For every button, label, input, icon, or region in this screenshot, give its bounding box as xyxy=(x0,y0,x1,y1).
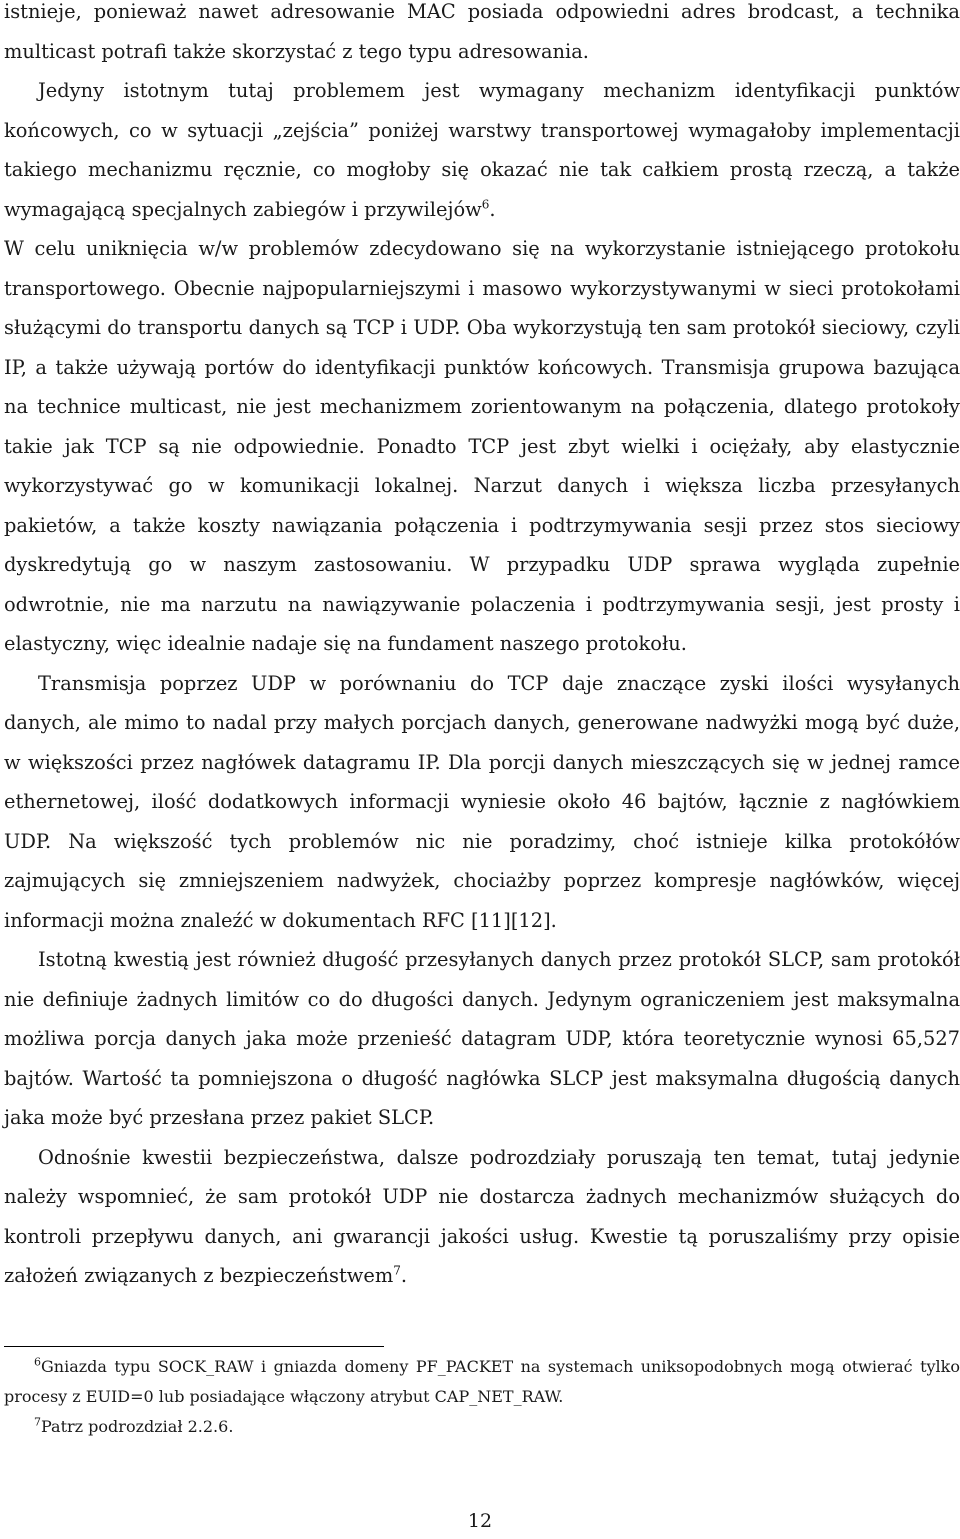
paragraph-2-end: . xyxy=(489,197,496,221)
footnotes xyxy=(4,1352,960,1442)
paragraph-2-text: Jedyny istotnym tutaj problemem jest wymagany mechanizm identyfikacji punktów końcowych, co w sytuacji „zejścia” poniżej warstwy transportowej wymagałoby implementacji takiego mechanizmu ręcznie, co mogłoby się okazać nie tak całkiem prostą rzeczą, a także wymagającą specjalnych zabiegów i przywilejów xyxy=(4,79,960,221)
page-number: 12 xyxy=(467,1510,493,1532)
paragraph-4-text: Transmisja poprzez UDP w porównaniu do TCP daje znaczące zyski ilości wysyłanych danych, ale mimo to nadal przy małych porcjach danych, generowane nadwyżki mogą być duże, w większości przez nagłówek datagramu IP. Dla porcji danych mieszczących się w jednej ramce ethernetowej, ilość dodatkowych informacji wyniesie około 46 bajtów, łącznie z nagłówkiem UDP. Na większość tych problemów nic nie poradzimy, choć istnieje kilka protokółów zajmujących się zmniejszeniem nadwyżek, chociażby poprzez kompresje nagłówków, więcej informacji można znaleźć w dokumentach RFC [11][12]. xyxy=(4,671,960,932)
footnote-ref-6[interactable]: 6 xyxy=(481,197,490,212)
footnote-marker-7: 7 xyxy=(34,1415,41,1429)
footnote-6 xyxy=(4,1352,960,1412)
paragraph-5-text: Istotną kwestią jest również długość przesyłanych danych przez protokół SLCP, sam protokół nie definiuje żadnych limitów co do długości danych. Jedynym ograniczeniem jest maksymalna możliwa porcja danych jaka może przenieść datagram UDP, która teoretycznie wynosi 65,527 bajtów. Wartość ta pomniejszona o długość nagłówka SLCP jest maksymalna długością danych jaka może być przesłana przez pakiet SLCP. xyxy=(4,948,960,1129)
paragraph-1-text: istnieje, ponieważ nawet adresowanie MAC posiada odpowiedni adres brodcast, a technika multicast potrafi także skorzystać z tego typu adresowania. xyxy=(4,0,960,63)
paragraph-6 xyxy=(4,1138,960,1296)
footnote-ref-7[interactable]: 7 xyxy=(393,1263,401,1278)
paragraph-5 xyxy=(4,940,960,1138)
paragraph-6-end: . xyxy=(400,1264,408,1287)
footnote-marker-6: 6 xyxy=(34,1355,41,1369)
footnote-divider xyxy=(4,1346,384,1347)
paragraph-6-text: Odnośnie kwestii bezpieczeństwa, dalsze podrozdziały poruszają ten temat, tutaj jedynie należy wspomnieć, że sam protokół UDP nie dostarcza żadnych mechanizmów służących do kontroli przepływu danych, ani gwarancji jakości usług. Kwestie tą poruszaliśmy przy opisie założeń związanych z bezpieczeństwem xyxy=(4,1145,960,1287)
footnote-6-text: Gniazda typu SOCK_RAW i gniazda domeny PF_PACKET na systemach uniksopodobnych mogą otwierać tylko procesy z EUID=0 lub posiadające włączony atrybut CAP_NET_RAW. xyxy=(4,1357,960,1406)
paragraph-3-text: W celu uniknięcia w/w problemów zdecydowano się na wykorzystanie istniejącego protokołu transportowego. Obecnie najpopularniejszymi i masowo wykorzystywanymi w sieci protokołami służącymi do transportu danych są TCP i UDP. Oba wykorzystują ten sam protokół sieciowy, czyli IP, a także używają portów do identyfikacji punktów końcowych. Transmisja grupowa bazująca na technice multicast, nie jest mechanizmem zorientowanym na połączenia, dlatego protokoły takie jak TCP są nie odpowiednie. Ponadto TCP jest zbyt wielki i ociężały, aby elastycznie wykorzystywać go w komunikacji lokalnej. Narzut danych i większa liczba przesyłanych pakietów, a także koszty nawiązania połączenia i podtrzymywania sesji przez stos sieciowy dyskredytują go w naszym zastosowaniu. W przypadku UDP sprawa wygląda zupełnie odwrotnie, nie ma narzutu na nawiązywanie polaczenia i podtrzymywania sesji, jest prosty i elastyczny, więc idealnie nadaje się na fundament naszego protokołu. xyxy=(4,237,960,655)
body-text xyxy=(4,0,960,1296)
paragraph-4 xyxy=(4,664,960,941)
paragraph-1 xyxy=(4,0,960,71)
paragraph-3 xyxy=(4,229,960,664)
paragraph-2 xyxy=(4,71,960,229)
footnote-7-text: Patrz podrozdział 2.2.6. xyxy=(41,1417,234,1436)
footnote-7 xyxy=(4,1412,960,1442)
